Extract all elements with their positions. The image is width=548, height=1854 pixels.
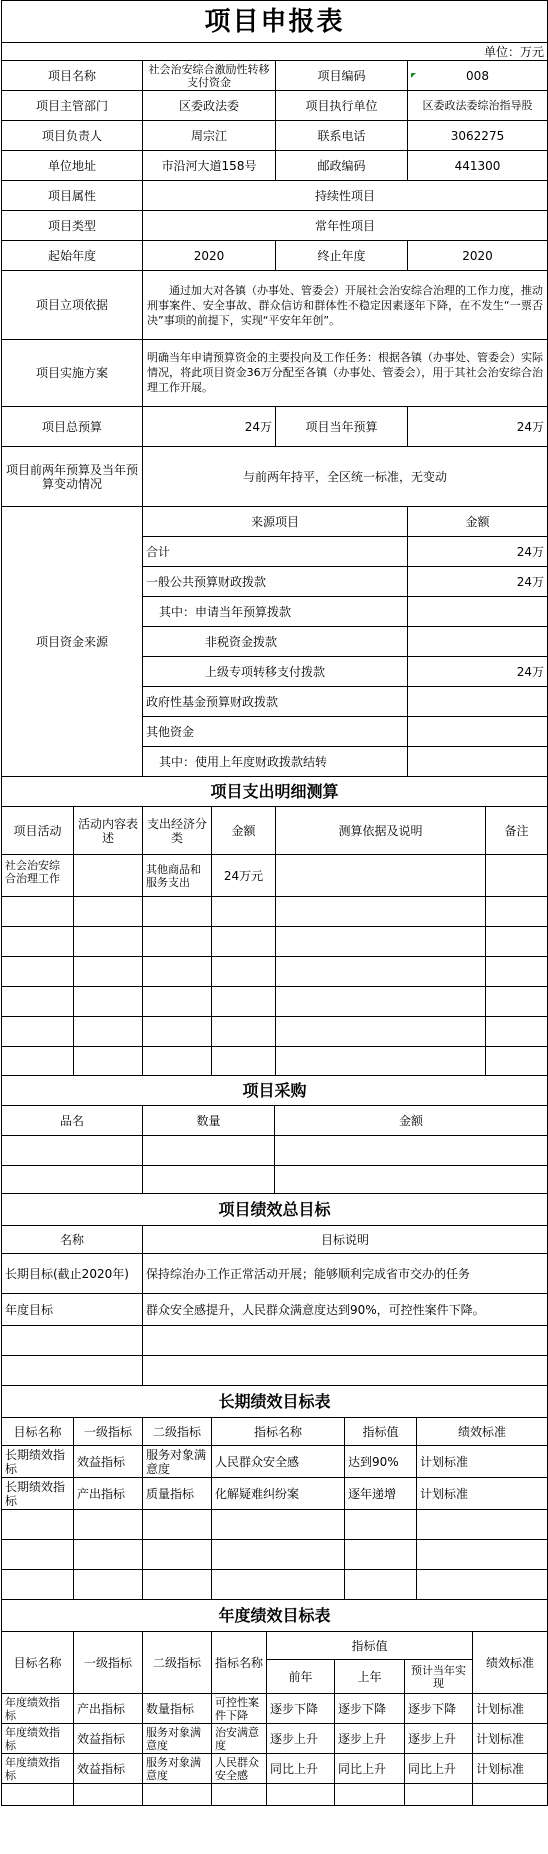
annual-cell: 年度绩效指标	[2, 1694, 74, 1724]
funding-row-source: 其他资金	[143, 717, 408, 747]
change-label: 项目前两年预算及当年预算变动情况	[2, 447, 143, 507]
funding-row-amount: 24万	[408, 537, 548, 567]
project-code-label: 项目编码	[276, 61, 408, 91]
annual-cell: 产出指标	[74, 1694, 143, 1724]
long-term-cell: 产出指标	[74, 1478, 143, 1510]
leader-value: 周宗江	[143, 121, 276, 151]
long-term-cell: 逐年递增	[345, 1478, 417, 1510]
header-table	[1, 0, 548, 61]
long-term-header: 二级指标	[143, 1418, 212, 1446]
long-term-table	[1, 1385, 548, 1600]
page-title: 项目申报表	[2, 1, 548, 43]
procurement-table	[1, 1075, 548, 1194]
type-label: 项目类型	[2, 211, 143, 241]
table-row	[2, 1784, 548, 1806]
annual-table	[1, 1599, 548, 1806]
leader-label: 项目负责人	[2, 121, 143, 151]
funding-header-source: 来源项目	[143, 507, 408, 537]
table-row	[2, 1047, 548, 1076]
funding-row-source: 一般公共预算财政拨款	[143, 567, 408, 597]
funding-row-source: 合计	[143, 537, 408, 567]
long-term-cell: 计划标准	[417, 1478, 548, 1510]
expense-table	[1, 776, 548, 1076]
perf-total-name: 长期目标(截止2020年)	[2, 1254, 143, 1294]
start-year-label: 起始年度	[2, 241, 143, 271]
annual-cell: 逐步下降	[267, 1694, 335, 1724]
zip-value: 441300	[408, 151, 548, 181]
funding-row-amount	[408, 717, 548, 747]
table-row	[2, 1166, 548, 1194]
unit-label: 单位：万元	[2, 43, 548, 61]
table-row	[2, 927, 548, 957]
long-term-cell: 人民群众安全感	[212, 1446, 345, 1478]
annual-header: 二级指标	[143, 1632, 212, 1694]
address-label: 单位地址	[2, 151, 143, 181]
expense-cell-content	[74, 855, 143, 897]
annual-subheader: 前年	[267, 1660, 335, 1694]
perf-total-section-title: 项目绩效总目标	[2, 1194, 548, 1226]
long-term-cell: 计划标准	[417, 1446, 548, 1478]
type-value: 常年性项目	[143, 211, 548, 241]
table-row	[2, 1326, 548, 1356]
project-name-value: 社会治安综合激励性转移支付资金	[143, 61, 276, 91]
phone-value: 3062275	[408, 121, 548, 151]
funding-row-source: 其中：使用上年度财政拨款结转	[143, 747, 408, 777]
annual-cell: 同比上升	[267, 1754, 335, 1784]
cell-comment-marker	[411, 73, 416, 78]
funding-row-source: 非税资金拨款	[143, 627, 408, 657]
annual-cell: 年度绩效指标	[2, 1724, 74, 1754]
perf-total-header-desc: 目标说明	[143, 1226, 548, 1254]
funding-row-amount	[408, 747, 548, 777]
annual-cell: 年度绩效指标	[2, 1754, 74, 1784]
expense-header-amount: 金额	[212, 807, 276, 855]
dept-label: 项目主管部门	[2, 91, 143, 121]
attr-value: 持续性项目	[143, 181, 548, 211]
address-value: 市沿河大道158号	[143, 151, 276, 181]
long-term-header: 目标名称	[2, 1418, 74, 1446]
long-term-section-title: 长期绩效目标表	[2, 1386, 548, 1418]
exec-unit-value: 区委政法委综治指导股	[408, 91, 548, 121]
expense-cell-remark	[486, 855, 548, 897]
expense-cell-basis	[276, 855, 486, 897]
annual-cell: 逐步上升	[335, 1724, 405, 1754]
annual-cell: 治安满意度	[212, 1724, 267, 1754]
long-term-header: 指标名称	[212, 1418, 345, 1446]
long-term-cell: 长期绩效指标	[2, 1478, 74, 1510]
table-row	[2, 987, 548, 1017]
basis-label: 项目立项依据	[2, 271, 143, 340]
table-row	[2, 1570, 548, 1600]
annual-header: 指标值	[267, 1632, 473, 1660]
current-budget-label: 项目当年预算	[276, 407, 408, 447]
expense-cell-amount: 24万元	[212, 855, 276, 897]
annual-cell: 逐步下降	[405, 1694, 473, 1724]
table-row	[2, 897, 548, 927]
annual-cell: 逐步下降	[335, 1694, 405, 1724]
total-budget-value: 24万	[143, 407, 276, 447]
table-row	[2, 1136, 548, 1166]
plan-label: 项目实施方案	[2, 340, 143, 407]
perf-total-table	[1, 1193, 548, 1386]
expense-cell-category: 其他商品和服务支出	[143, 855, 212, 897]
annual-cell: 可控性案件下降	[212, 1694, 267, 1724]
dept-value: 区委政法委	[143, 91, 276, 121]
long-term-cell: 化解疑难纠纷案	[212, 1478, 345, 1510]
annual-header: 绩效标准	[473, 1632, 548, 1694]
start-year-value: 2020	[143, 241, 276, 271]
annual-cell: 计划标准	[473, 1694, 548, 1724]
funding-row-source: 上级专项转移支付拨款	[143, 657, 408, 687]
annual-cell: 数量指标	[143, 1694, 212, 1724]
expense-cell-activity: 社会治安综合治理工作	[2, 855, 74, 897]
annual-cell: 逐步上升	[267, 1724, 335, 1754]
perf-total-desc: 保持综治办工作正常活动开展；能够顺利完成省市交办的任务	[143, 1254, 548, 1294]
funding-row-amount	[408, 597, 548, 627]
funding-row-amount	[408, 627, 548, 657]
plan-text: 明确当年申请预算资金的主要投向及工作任务：根据各镇（办事处、管委会）实际情况，将此项目资金36万分配至各镇（办事处、管委会），用于其社会治安综合治理工作开展。	[143, 340, 548, 407]
end-year-label: 终止年度	[276, 241, 408, 271]
expense-header-category: 支出经济分类	[143, 807, 212, 855]
perf-total-name: 年度目标	[2, 1294, 143, 1326]
annual-header: 目标名称	[2, 1632, 74, 1694]
expense-header-basis: 测算依据及说明	[276, 807, 486, 855]
annual-cell: 效益指标	[74, 1754, 143, 1784]
annual-cell: 计划标准	[473, 1754, 548, 1784]
table-row	[2, 957, 548, 987]
attr-label: 项目属性	[2, 181, 143, 211]
annual-cell: 服务对象满意度	[143, 1724, 212, 1754]
annual-cell: 逐步上升	[405, 1724, 473, 1754]
perf-total-header-name: 名称	[2, 1226, 143, 1254]
expense-header-activity: 项目活动	[2, 807, 74, 855]
funding-header-amount: 金额	[408, 507, 548, 537]
total-budget-label: 项目总预算	[2, 407, 143, 447]
phone-label: 联系电话	[276, 121, 408, 151]
procurement-header-name: 品名	[2, 1106, 143, 1136]
procurement-header-amount: 金额	[275, 1106, 548, 1136]
exec-unit-label: 项目执行单位	[276, 91, 408, 121]
current-budget-value: 24万	[408, 407, 548, 447]
annual-cell: 同比上升	[335, 1754, 405, 1784]
basic-info-table	[1, 60, 548, 507]
funding-row-amount: 24万	[408, 567, 548, 597]
funding-row-source: 其中：申请当年预算拨款	[143, 597, 408, 627]
annual-cell: 人民群众安全感	[212, 1754, 267, 1784]
funding-row-amount	[408, 687, 548, 717]
long-term-header: 绩效标准	[417, 1418, 548, 1446]
annual-cell: 计划标准	[473, 1724, 548, 1754]
long-term-cell: 达到90%	[345, 1446, 417, 1478]
funding-row-amount: 24万	[408, 657, 548, 687]
annual-section-title: 年度绩效目标表	[2, 1600, 548, 1632]
annual-header: 一级指标	[74, 1632, 143, 1694]
zip-label: 邮政编码	[276, 151, 408, 181]
annual-cell: 效益指标	[74, 1724, 143, 1754]
funding-table	[1, 506, 548, 777]
funding-row-source: 政府性基金预算财政拨款	[143, 687, 408, 717]
table-row	[2, 1017, 548, 1047]
annual-header: 指标名称	[212, 1632, 267, 1694]
annual-cell: 服务对象满意度	[143, 1754, 212, 1784]
funding-label: 项目资金来源	[2, 507, 143, 777]
project-name-label: 项目名称	[2, 61, 143, 91]
long-term-cell: 长期绩效指标	[2, 1446, 74, 1478]
long-term-cell: 效益指标	[74, 1446, 143, 1478]
table-row	[2, 1540, 548, 1570]
annual-subheader: 上年	[335, 1660, 405, 1694]
expense-header-content: 活动内容表述	[74, 807, 143, 855]
expense-section-title: 项目支出明细测算	[2, 777, 548, 807]
change-text: 与前两年持平，全区统一标准，无变动	[143, 447, 548, 507]
long-term-cell: 质量指标	[143, 1478, 212, 1510]
table-row	[2, 1356, 548, 1386]
perf-total-desc: 群众安全感提升，人民群众满意度达到90%，可控性案件下降。	[143, 1294, 548, 1326]
long-term-header: 一级指标	[74, 1418, 143, 1446]
procurement-header-qty: 数量	[143, 1106, 275, 1136]
expense-header-remark: 备注	[486, 807, 548, 855]
basis-text: 通过加大对各镇（办事处、管委会）开展社会治安综合治理的工作力度，推动刑事案件、安全事故、群众信访和群体性不稳定因素逐年下降，在不发生“一票否决”事项的前提下，实现“平安年年创”。	[143, 271, 548, 340]
procurement-section-title: 项目采购	[2, 1076, 548, 1106]
table-row	[2, 1510, 548, 1540]
long-term-header: 指标值	[345, 1418, 417, 1446]
long-term-cell: 服务对象满意度	[143, 1446, 212, 1478]
end-year-value: 2020	[408, 241, 548, 271]
project-code-value: 008	[408, 61, 548, 91]
annual-cell: 同比上升	[405, 1754, 473, 1784]
annual-subheader: 预计当年实现	[405, 1660, 473, 1694]
